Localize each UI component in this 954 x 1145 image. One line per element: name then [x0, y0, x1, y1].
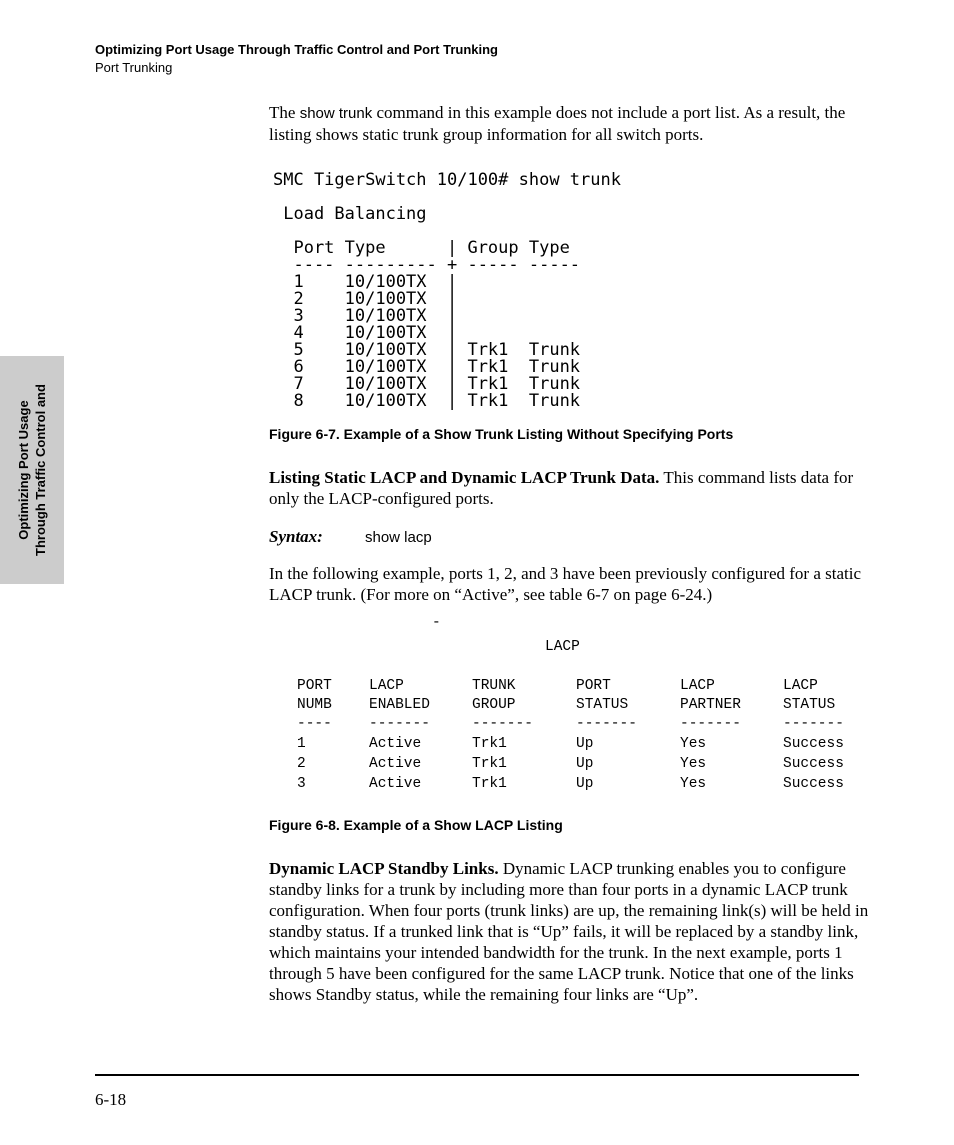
figure-6-8-caption: Figure 6-8. Example of a Show LACP Listing	[269, 817, 563, 833]
lacp-header-underline: -------	[576, 716, 637, 732]
lacp-table-cell: 3	[297, 776, 306, 792]
show-trunk-terminal-output: SMC TigerSwitch 10/100# show trunk Load Balancing Port Type | Group Type ---- --------- + ----- ----- 1 10/100TX | 2 10/100TX | 3 10/100TX | 4 10/100TX | 5 10/100TX | Trk1 Trunk 6 10/100TX | Trk1 Trunk 7 10/100TX | Trk1 Trunk 8 10/100TX | Trk1 Trunk	[273, 170, 621, 411]
lacp-header-underline: -------	[783, 716, 844, 732]
lacp-column-header: NUMB	[297, 697, 332, 713]
lacp-section-paragraph	[269, 467, 869, 509]
lacp-column-header: GROUP	[472, 697, 516, 713]
lacp-table-cell: Yes	[680, 736, 707, 752]
lacp-section-heading: Listing Static LACP and Dynamic LACP Trunk Data.	[269, 468, 660, 487]
lacp-column-header: STATUS	[783, 697, 836, 713]
syntax-line	[269, 526, 869, 547]
lacp-table-cell: Active	[369, 776, 422, 792]
lacp-table-cell: Up	[576, 736, 594, 752]
lacp-table-cell: 1	[297, 736, 306, 752]
intro-command: show trunk	[299, 105, 373, 122]
page-number: 6-18	[95, 1090, 127, 1109]
lacp-table-cell: Success	[783, 776, 844, 792]
lacp-example-paragraph: In the following example, ports 1, 2, and 3 have been previously configured for a static LACP trunk. (For more on “Active”, see table 6-7 on page 6-24.)	[269, 564, 861, 604]
standby-section-heading: Dynamic LACP Standby Links.	[269, 859, 499, 878]
lacp-column-header: STATUS	[576, 697, 629, 713]
lacp-table-cell: Yes	[680, 776, 707, 792]
running-header-subtitle: Port Trunking	[95, 60, 173, 75]
lacp-table-cell: Success	[783, 756, 844, 772]
syntax-label: Syntax:	[269, 527, 323, 546]
intro-post: command in this example does not include a port list. As a result, the listing shows static trunk group information for all switch ports.	[269, 103, 846, 144]
running-header-title: Optimizing Port Usage Through Traffic Control and Port Trunking	[95, 42, 498, 57]
lacp-dash-mark: -	[432, 615, 441, 631]
lacp-table-cell: Trk1	[472, 776, 507, 792]
lacp-table-cell: Yes	[680, 756, 707, 772]
lacp-column-header: LACP	[783, 678, 818, 694]
side-tab-line-1: Optimizing Port Usage	[16, 400, 31, 540]
lacp-table-cell: Active	[369, 756, 422, 772]
chapter-side-tab-label	[15, 384, 49, 556]
lacp-table-cell: Success	[783, 736, 844, 752]
lacp-table-cell: Trk1	[472, 756, 507, 772]
footer-rule	[95, 1074, 859, 1076]
lacp-table-cell: Active	[369, 736, 422, 752]
syntax-command: show lacp	[365, 529, 432, 546]
lacp-table-cell: Up	[576, 756, 594, 772]
lacp-column-header: LACP	[369, 678, 404, 694]
standby-section-body: Dynamic LACP trunking enables you to configure standby links for a trunk by including more than four ports in a dynamic LACP trunk configuration. When four ports (trunk links) are up, the remaining link(s) will be held in standby status. If a trunked link that is “Up” fails, it will be replaced by a standby link, which maintains your intended bandwidth for the trunk. In the next example, ports 1 through 5 have been configured for the same LACP trunk. Notice that one of the links shows Standby status, while the remaining four links are “Up”.	[269, 859, 869, 1004]
lacp-header-underline: -------	[369, 716, 430, 732]
figure-6-7-caption: Figure 6-7. Example of a Show Trunk Listing Without Specifying Ports	[269, 426, 734, 442]
lacp-column-header: ENABLED	[369, 697, 430, 713]
lacp-column-header: PORT	[297, 678, 332, 694]
lacp-header-underline: -------	[680, 716, 741, 732]
lacp-header-underline: -------	[472, 716, 533, 732]
lacp-table-cell: 2	[297, 756, 306, 772]
lacp-table-cell: Trk1	[472, 736, 507, 752]
lacp-column-header: TRUNK	[472, 678, 516, 694]
lacp-column-header: LACP	[680, 678, 715, 694]
lacp-table-cell: Up	[576, 776, 594, 792]
side-tab-line-2: Through Traffic Control and	[33, 384, 48, 556]
lacp-column-header: PORT	[576, 678, 611, 694]
standby-section-paragraph	[269, 858, 869, 1005]
lacp-table-title: LACP	[545, 639, 580, 655]
lacp-section-body: This command lists data for only the LACP-configured ports.	[269, 468, 854, 508]
intro-paragraph	[269, 102, 869, 145]
lacp-header-underline: ----	[297, 716, 332, 732]
intro-pre: The	[269, 103, 300, 122]
lacp-column-header: PARTNER	[680, 697, 741, 713]
